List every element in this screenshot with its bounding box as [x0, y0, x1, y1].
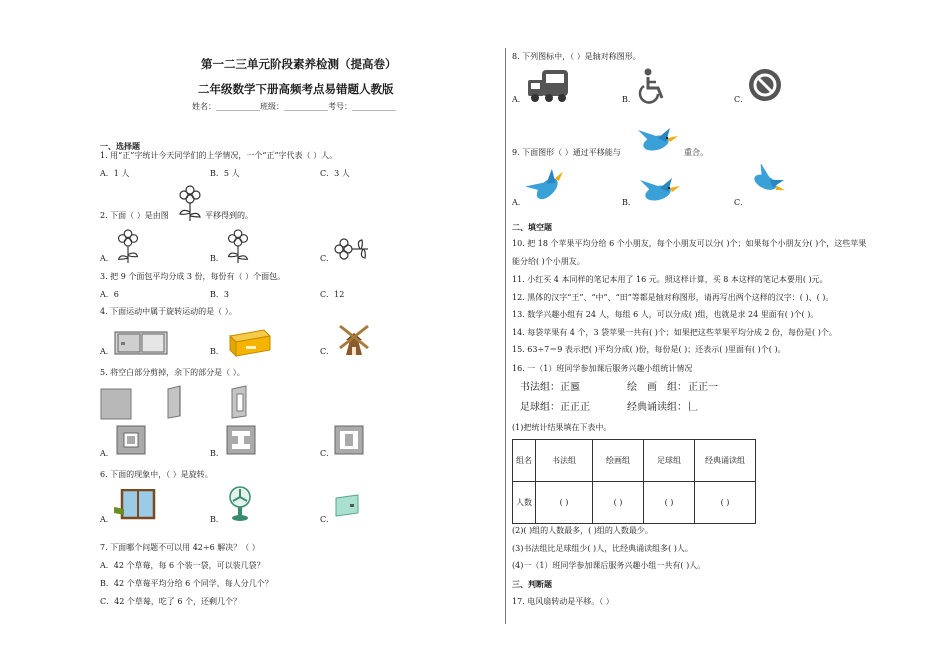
q9-option-c[interactable]: C． — [734, 198, 749, 207]
q9-option-b[interactable]: B． — [622, 198, 636, 207]
paper-cut-icon — [230, 385, 250, 419]
q9-text-pre: 9. 下面图形（ ）通过平移能与 — [512, 148, 621, 157]
table-header-recitation: 经典诵读组 — [695, 440, 756, 482]
q8-option-c[interactable]: C． — [734, 95, 749, 104]
q16-part1: (1)把统计结果填在下表中。 — [512, 423, 612, 432]
paper-folded-icon — [166, 385, 184, 419]
q3-option-c[interactable]: C．12 — [320, 290, 345, 299]
q1-option-c[interactable]: C．3 人 — [320, 169, 350, 178]
q7-option-a[interactable]: A．42 个草莓，每 6 个装一袋，可以装几袋？ — [100, 561, 265, 570]
q6-option-c[interactable]: C． — [320, 515, 335, 524]
q2-text-post: 平移得到的。 — [205, 211, 253, 220]
car-truck-icon — [526, 68, 570, 104]
q6-option-b[interactable]: B． — [210, 515, 224, 524]
column-divider — [505, 48, 506, 624]
statistics-table — [512, 439, 756, 524]
q5-option-b[interactable]: B． — [210, 449, 224, 458]
flower-reference-icon — [176, 184, 204, 222]
section-fill-heading: 二、填空题 — [512, 222, 552, 232]
q10-line2: 能分给( )个小朋友。 — [512, 257, 585, 266]
tally-recitation-marks: 𠃊 — [688, 402, 698, 413]
paper-square-icon — [100, 388, 132, 420]
q17-text: 17. 电风扇转动是平移。（ ） — [512, 597, 614, 606]
window-icon — [114, 489, 156, 523]
table-header-football: 足球组 — [644, 440, 695, 482]
table-cell-calligraphy[interactable]: ( ) — [536, 482, 593, 524]
q9-option-a[interactable]: A． — [512, 198, 526, 207]
table-cell-football[interactable]: ( ) — [644, 482, 695, 524]
table-header-calligraphy: 书法组 — [536, 440, 593, 482]
bird-option-c-icon — [748, 164, 788, 200]
q1-option-b[interactable]: B．5 人 — [210, 169, 240, 178]
q2-option-b[interactable]: B． — [210, 254, 224, 263]
q12-text: 12. 黑体的汉字“王”、“中”、“田”等都是轴对称图形，请再写出两个这样的汉字：( )、( )。 — [512, 293, 834, 302]
q16-part4: (4)一（1）班同学参加课后服务兴趣小组一共有( )人。 — [512, 561, 706, 570]
table-cell-recitation[interactable]: ( ) — [695, 482, 756, 524]
section-judge-heading: 三、判断题 — [512, 579, 552, 589]
wheelchair-icon — [638, 68, 668, 104]
tally-football-label: 足球组： — [520, 402, 560, 413]
student-info-line: 姓名：___________班级：___________考号：___________ — [192, 102, 396, 111]
q16-text: 16. 一（1）班同学参加课后服务兴趣小组统计情况 — [512, 364, 693, 373]
q3-option-a[interactable]: A．6 — [100, 290, 119, 299]
q5-text: 5. 将空白部分剪掉，余下的部分是（ ）。 — [100, 368, 245, 377]
q8-option-a[interactable]: A． — [512, 95, 526, 104]
flower-option-a-icon — [114, 228, 142, 264]
q9-text-post: 重合。 — [684, 148, 708, 157]
q11-text: 11. 小红买 4 本同样的笔记本用了 16 元。照这样计算，买 8 本这样的笔记本要用( )元。 — [512, 275, 828, 284]
q1-text: 1. 用“正”字统计今天同学们的上学情况，一个“正”字代表（ ）人。 — [100, 151, 338, 160]
tally-calligraphy-marks: 正𠄢 — [560, 382, 580, 393]
exam-subtitle: 二年级数学下册高频考点易错题人教版 — [198, 82, 394, 96]
table-header-painting: 绘画组 — [593, 440, 644, 482]
section-choice-heading: 一、选择题 — [100, 141, 140, 151]
frame-option-b-icon — [226, 425, 256, 455]
q2-text-pre: 2. 下面（ ）是由图 — [100, 211, 169, 220]
windmill-icon — [336, 322, 372, 356]
q14-text: 14. 每袋苹果有 4 个，3 袋苹果一共有( )个；如果把这些苹果平均分成 2 份，每份是( )个。 — [512, 328, 837, 337]
q8-text: 8. 下列图标中，（ ）是轴对称图形。 — [512, 52, 641, 61]
q4-option-c[interactable]: C． — [320, 347, 335, 356]
table-header-group: 组名 — [513, 440, 536, 482]
bird-option-b-icon — [638, 176, 682, 206]
table-cell-painting[interactable]: ( ) — [593, 482, 644, 524]
bird-option-a-icon — [526, 168, 570, 204]
no-entry-icon — [748, 68, 782, 102]
exam-title: 第一二三单元阶段素养检测（提高卷） — [201, 57, 397, 71]
q16-part2: (2)( )组的人数最多，( )组的人数最少。 — [512, 526, 653, 535]
tally-painting-label: 绘 画 组： — [627, 382, 687, 393]
q3-option-b[interactable]: B．3 — [210, 290, 229, 299]
q5-option-c[interactable]: C． — [320, 449, 335, 458]
q15-text: 15. 63÷7＝9 表示把( )平均分成( )份，每份是( )；还表示( )里面有( )个( )。 — [512, 345, 786, 354]
q8-option-b[interactable]: B． — [622, 95, 636, 104]
q4-option-a[interactable]: A． — [100, 347, 114, 356]
tally-calligraphy-label: 书法组： — [520, 382, 560, 393]
electric-fan-icon — [228, 486, 252, 522]
table-row-label-count: 人数 — [513, 482, 536, 524]
q4-option-b[interactable]: B． — [210, 347, 224, 356]
q6-text: 6. 下面的现象中，（ ）是旋转。 — [100, 470, 213, 479]
frame-option-c-icon — [334, 425, 364, 455]
q10-line1: 10. 把 18 个苹果平均分给 6 个小朋友，每个小朋友可以分( )个；如果每个小朋友分( )个，这些苹果 — [512, 239, 867, 248]
q4-text: 4. 下面运动中属于旋转运动的是（ ）。 — [100, 307, 237, 316]
q2-option-a[interactable]: A． — [100, 254, 114, 263]
bird-reference-icon — [636, 126, 680, 156]
q7-option-c[interactable]: C．42 个草莓，吃了 6 个，还剩几个？ — [100, 597, 242, 606]
tally-painting-marks: 正正一 — [688, 382, 718, 393]
sliding-door-icon — [114, 330, 168, 356]
q16-part3: (3)书法组比足球组少( )人，比经典诵读组多( )人。 — [512, 544, 693, 553]
tally-recitation-label: 经典诵读组： — [627, 402, 687, 413]
flower-option-c-rotated-icon — [333, 238, 369, 260]
q5-option-a[interactable]: A． — [100, 449, 114, 458]
q6-option-a[interactable]: A． — [100, 515, 114, 524]
q2-option-c[interactable]: C． — [320, 254, 335, 263]
swing-door-icon — [334, 494, 360, 520]
drawer-icon — [224, 326, 272, 358]
q7-text: 7. 下面哪个问题不可以用 42÷6 解决？（ ） — [100, 543, 260, 552]
q3-text: 3. 把 9 个面包平均分成 3 份，每份有（ ）个面包。 — [100, 272, 286, 281]
frame-option-a-icon — [116, 425, 146, 455]
q1-option-a[interactable]: A．1 人 — [100, 169, 130, 178]
q13-text: 13. 数学兴趣小组有 24 人，每组 6 人，可以分成( )组，也就是求 24 里面有( )个( )。 — [512, 310, 819, 319]
tally-football-marks: 正正正 — [560, 402, 590, 413]
flower-option-b-icon — [224, 228, 252, 264]
q7-option-b[interactable]: B．42 个草莓平均分给 6 个同学，每人分几个？ — [100, 579, 273, 588]
